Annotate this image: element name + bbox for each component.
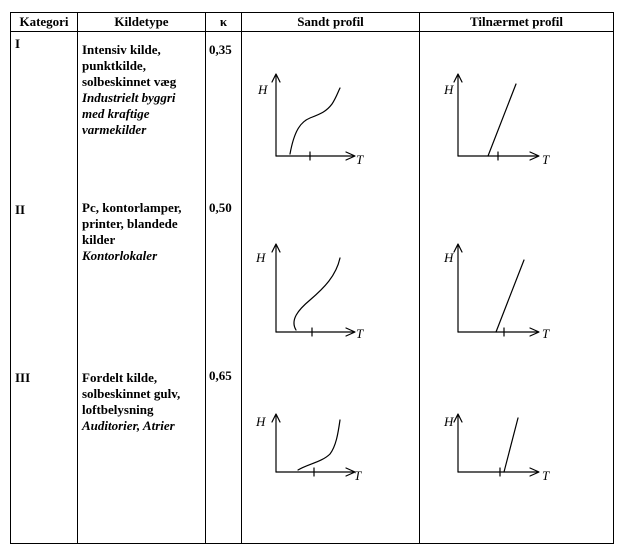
axis-label-t: T [542,326,550,341]
profile-curve [298,420,340,470]
profile-line [504,418,518,472]
header-sandt-profil: Sandt profil [242,13,420,32]
header-kildetype: Kildetype [78,13,206,32]
kildetype-II [78,200,205,264]
kildetype-III [78,370,205,434]
kilde-line: Pc, kontorlamper, [82,200,182,215]
kategori-III: III [15,370,31,385]
axis-label-t: T [542,152,550,167]
profile-line [488,84,516,156]
kildetype-column [78,32,206,544]
axis-label-t: T [354,468,362,483]
profile-line [496,260,524,332]
axis-label-h: H [258,82,268,97]
axis-label-h: H [256,250,266,265]
kategori-column [11,32,78,544]
kilde-line: Fordelt kilde, [82,370,158,385]
header-tilnaermet-profil: Tilnærmet profil [420,13,614,32]
anvendelse-line: Industrielt byggri [82,90,176,105]
kilde-line: solbeskinnet gulv, [82,386,181,401]
kildetype-I [78,42,205,138]
kilde-line: loftbelysning [82,402,154,417]
kilde-line: solbeskinnet væg [82,74,177,89]
sandt-profil-sketches [242,32,420,543]
axis-label-h: H [444,82,454,97]
kappa-I: 0,35 [209,42,232,57]
sandt-profil-III [255,414,362,483]
profile-curve [294,258,340,330]
kategori-I: I [15,36,21,51]
header-kategori: Kategori [11,13,78,32]
sandt-profil-II [255,244,364,341]
sandt-profil-column [242,32,420,544]
kappa-II: 0,50 [209,200,232,215]
axis-label-h: H [256,414,266,429]
tilnaermet-profil-sketches [420,32,614,543]
kilde-line: punktkilde, [82,58,146,73]
profile-table [10,12,614,544]
header-kappa: κ [206,13,242,32]
tilnaermet-profil-column [420,32,614,544]
axis-label-h: H [444,250,454,265]
kappa-III: 0,65 [209,368,232,383]
axis-label-h: H [444,414,454,429]
body-row [11,32,614,544]
kategori-II: II [15,202,26,217]
anvendelse-line: Auditorier, Atrier [82,418,175,433]
anvendelse-line: varmekilder [82,122,147,137]
kilde-line: Intensiv kilde, [82,42,161,57]
anvendelse-line: med kraftige [82,106,150,121]
header-row [11,13,614,32]
kilde-line: kilder [82,232,116,247]
sandt-profil-I [257,74,364,167]
tilnaermet-profil-III [443,414,550,483]
tilnaermet-profil-I [443,74,550,167]
profile-curve [290,88,340,154]
axis-label-t: T [542,468,550,483]
anvendelse-line: Kontorlokaler [82,248,158,263]
axis-label-t: T [356,152,364,167]
kilde-line: printer, blandede [82,216,178,231]
tilnaermet-profil-II [443,244,550,341]
axis-label-t: T [356,326,364,341]
kappa-column [206,32,242,544]
